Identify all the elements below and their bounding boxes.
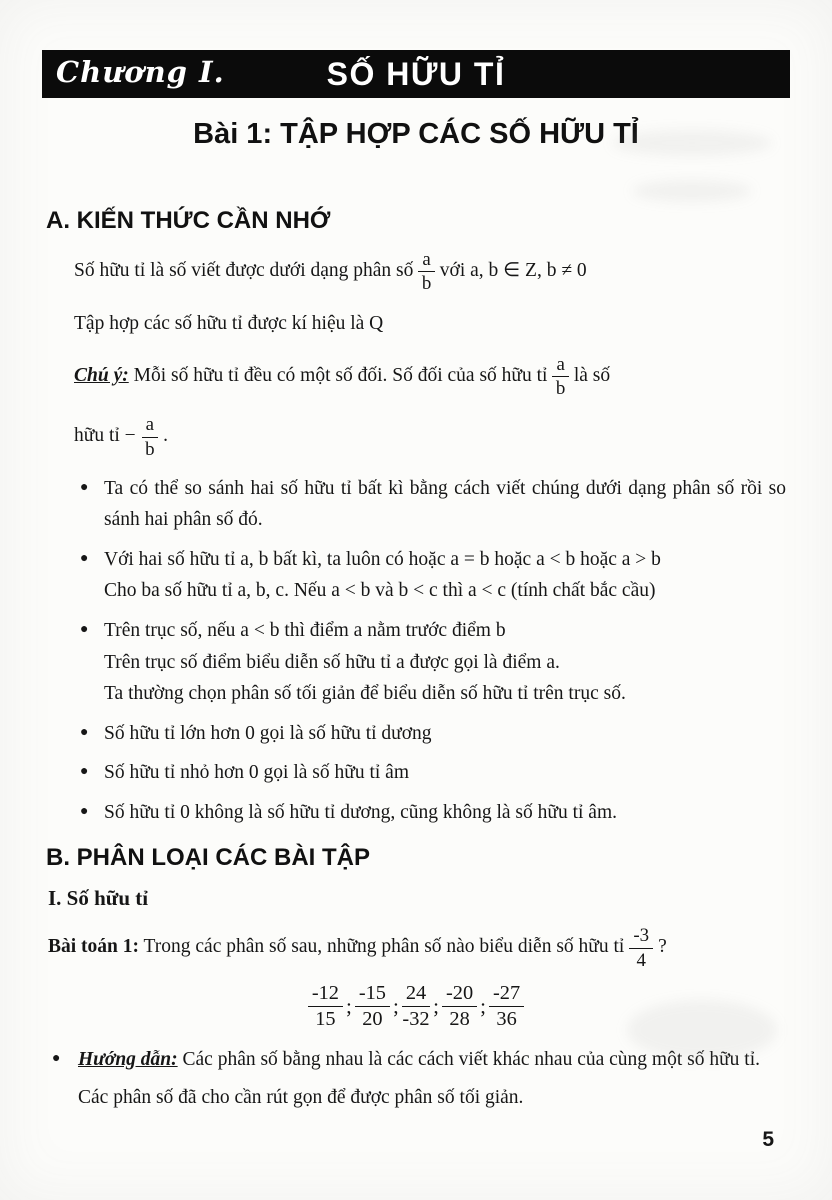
definition-line — [74, 248, 786, 295]
chapter-title: SỐ HỮU TỈ — [326, 56, 506, 92]
fraction-denominator: 36 — [496, 1007, 517, 1030]
fraction-denominator: b — [555, 378, 566, 400]
fraction-a-over-b — [418, 249, 434, 294]
fraction-numerator: -20 — [442, 982, 477, 1007]
bullet-text: Trên trục số điểm biểu diễn số hữu tỉ a được gọi là điểm a. — [104, 651, 560, 673]
knowledge-bullet-list — [46, 473, 786, 829]
chapter-label: Chương I. — [56, 55, 225, 89]
list-item — [80, 797, 786, 829]
section-b-heading: B. PHÂN LOẠI CÁC BÀI TẬP — [46, 844, 370, 872]
fraction-item — [489, 982, 524, 1031]
lesson-title: Bài 1: TẬP HỢP CÁC SỐ HỮU TỈ — [193, 118, 639, 150]
note-text-before: Mỗi số hữu tỉ đều có một số đối. Số đối của số hữu tỉ — [133, 365, 548, 387]
minus-sign: − — [124, 425, 136, 447]
fraction-denominator: 20 — [362, 1007, 383, 1030]
fraction-item — [308, 982, 343, 1031]
fraction-neg3-over-4 — [629, 925, 653, 970]
bullet-icon: ● — [80, 622, 89, 638]
scan-artifact — [632, 180, 752, 202]
note-text-after: là số — [573, 365, 611, 387]
list-item — [80, 473, 786, 536]
note-label: Chú ý: — [74, 365, 129, 387]
bullet-text: Số hữu tỉ lớn hơn 0 gọi là số hữu tỉ dương — [104, 722, 432, 744]
fraction-numerator: 24 — [402, 982, 430, 1007]
bullet-text: Số hữu tỉ 0 không là số hữu tỉ dương, cũng không là số hữu tỉ âm. — [104, 801, 617, 823]
fraction-denominator: b — [421, 273, 432, 295]
bullet-text: Cho ba số hữu tỉ a, b, c. Nếu a < b và b < c thì a < c (tính chất bắc cầu) — [104, 580, 656, 602]
fraction-numerator: a — [552, 354, 568, 377]
guide-label: Hướng dẫn: — [78, 1049, 178, 1071]
bullet-icon: ● — [80, 764, 89, 780]
bullet-icon: ● — [80, 803, 89, 819]
separator: ; — [392, 993, 399, 1018]
list-item — [80, 718, 786, 750]
subsection-heading: I. Số hữu tỉ — [48, 886, 149, 911]
fraction-list — [46, 982, 786, 1031]
note-line-1 — [74, 353, 786, 400]
fraction-item — [442, 982, 477, 1031]
list-item — [80, 757, 786, 789]
guide-text: Các phân số bằng nhau là các cách viết khác nhau của cùng một số hữu tỉ. — [182, 1049, 760, 1071]
bullet-icon: ● — [80, 724, 89, 740]
fraction-denominator: 15 — [315, 1007, 336, 1030]
chapter-banner — [42, 50, 790, 98]
bullet-text: Trên trục số, nếu a < b thì điểm a nằm trước điểm b — [104, 620, 506, 642]
fraction-denominator: 4 — [636, 949, 646, 971]
definition-text-before: Số hữu tỉ là số viết được dưới dạng phân số — [74, 260, 414, 282]
section-a-heading: A. KIẾN THỨC CẦN NHỚ — [46, 207, 331, 234]
bullet-text: Số hữu tỉ nhỏ hơn 0 gọi là số hữu tỉ âm — [104, 762, 409, 784]
guide-bullet — [52, 1044, 786, 1113]
problem-label: Bài toán 1: — [48, 936, 140, 958]
separator: ; — [480, 993, 486, 1018]
note-line-2 — [74, 413, 786, 460]
fraction-numerator: a — [142, 414, 158, 437]
fraction-neg-a-over-b — [142, 414, 158, 459]
guide-paragraph — [78, 1044, 786, 1076]
fraction-numerator: -27 — [489, 982, 524, 1007]
bullet-icon: ● — [80, 550, 89, 566]
fraction-numerator: -15 — [355, 982, 390, 1007]
note-line2-text: hữu tỉ — [74, 425, 120, 447]
page-number: 5 — [762, 1128, 774, 1151]
set-notation-line: Tập hợp các số hữu tỉ được kí hiệu là Q — [74, 313, 384, 335]
note-line2-period: . — [163, 425, 168, 447]
definition-text-after: với a, b ∈ Z, b ≠ 0 — [439, 260, 587, 282]
separator: ; — [345, 993, 352, 1018]
fraction-item — [402, 982, 430, 1031]
problem-text: Trong các phân số sau, những phân số nào biểu diễn số hữu tỉ — [143, 936, 625, 958]
fraction-numerator: -12 — [308, 982, 343, 1007]
separator: ; — [433, 993, 440, 1018]
bullet-text: Ta thường chọn phân số tối giản để biểu diễn số hữu tỉ trên trục số. — [104, 683, 626, 705]
fraction-numerator: -3 — [629, 925, 653, 948]
fraction-a-over-b — [552, 354, 568, 399]
fraction-denominator: 28 — [449, 1007, 470, 1030]
fraction-numerator: a — [418, 249, 434, 272]
bullet-text: Với hai số hữu tỉ a, b bất kì, ta luôn có hoặc a = b hoặc a < b hoặc a > b — [104, 548, 661, 570]
list-item — [80, 615, 786, 710]
bullet-icon: ● — [52, 1051, 61, 1067]
fraction-denominator: b — [145, 438, 155, 460]
bullet-text: Ta có thể so sánh hai số hữu tỉ bất kì bằng cách viết chúng dưới dạng phân số rồi so sánh hai phân số đó. — [104, 477, 786, 531]
fraction-denominator: -32 — [402, 1007, 430, 1030]
question-mark: ? — [658, 936, 667, 958]
bullet-icon: ● — [80, 479, 89, 495]
problem-statement — [48, 924, 786, 971]
guide-line-2: Các phân số đã cho cần rút gọn để được phân số tối giản. — [78, 1087, 524, 1109]
list-item — [80, 544, 786, 607]
fraction-item — [355, 982, 390, 1031]
